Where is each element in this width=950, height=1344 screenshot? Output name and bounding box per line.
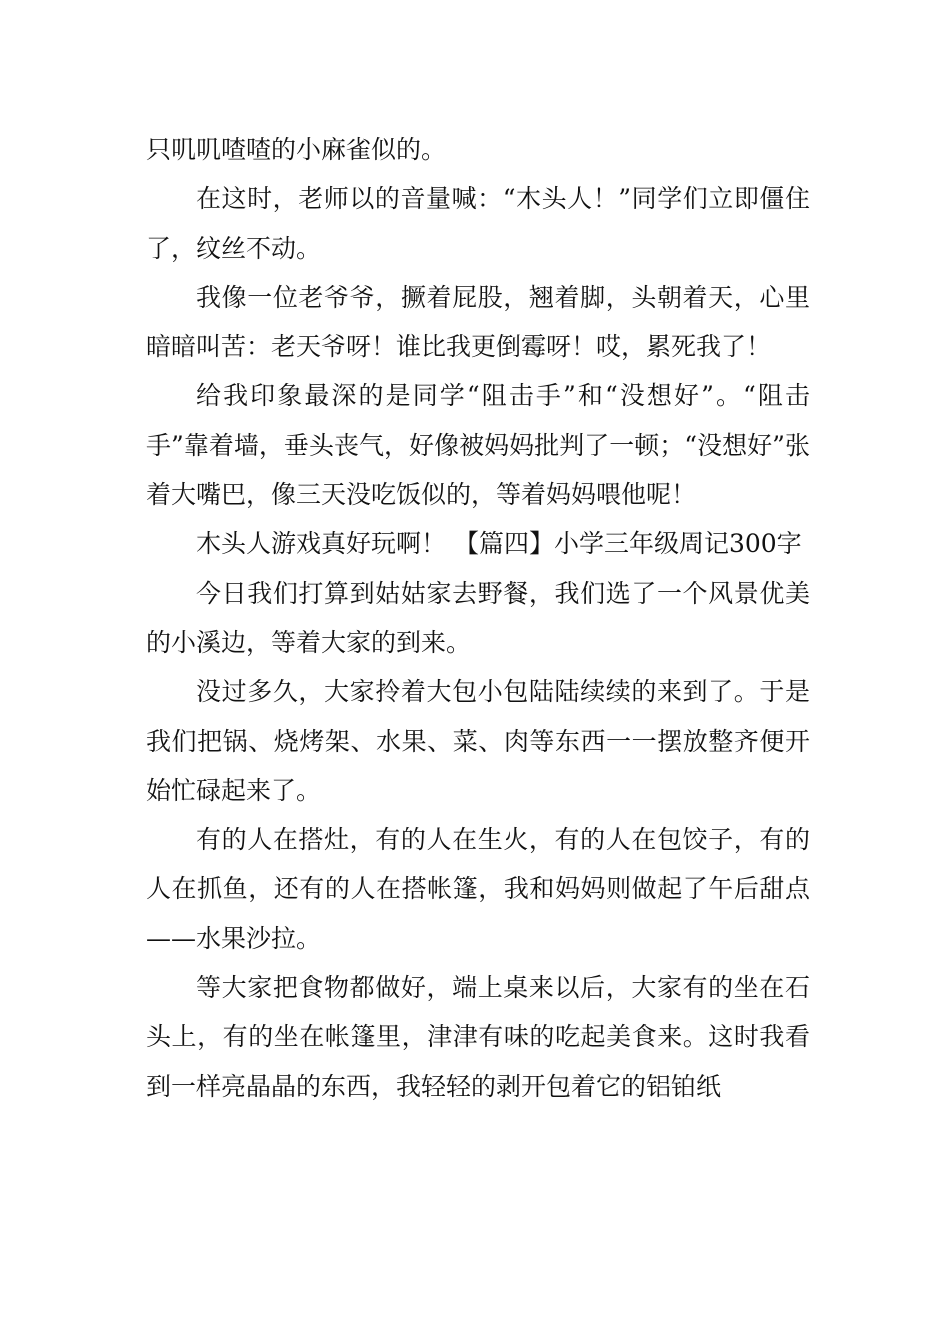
paragraph-4: 给我印象最深的是同学“阻击手”和“没想好”。“阻击手”靠着墙，垂头丧气，好像被妈妈批判了一顿；“没想好”张着大嘴巴，像三天没吃饭似的，等着妈妈喂他呢！ xyxy=(146,381,810,510)
paragraph-1: 只叽叽喳喳的小麻雀似的。 xyxy=(146,135,447,164)
paragraph-2: 在这时，老师以的音量喊：“木头人！”同学们立即僵住了，纹丝不动。 xyxy=(146,184,810,263)
paragraph-8: 有的人在搭灶，有的人在生火，有的人在包饺子，有的人在抓鱼，还有的人在搭帐篷，我和妈妈则做起了午后甜点——水果沙拉。 xyxy=(146,825,810,953)
paragraph-9: 等大家把食物都做好，端上桌来以后，大家有的坐在石头上，有的坐在帐篷里，津津有味的吃起美食来。这时我看到一样亮晶晶的东西，我轻轻的剥开包着它的铝铂纸 xyxy=(146,973,810,1101)
paragraph-3: 我像一位老爷爷，撅着屁股，翘着脚，头朝着天，心里暗暗叫苦：老天爷呀！谁比我更倒霉呀！哎，累死我了！ xyxy=(146,282,810,362)
document-page xyxy=(146,125,810,1111)
paragraph-6: 今日我们打算到姑姑家去野餐，我们选了一个风景优美的小溪边，等着大家的到来。 xyxy=(146,578,810,657)
paragraph-5: 木头人游戏真好玩啊！ 【篇四】小学三年级周记300字 xyxy=(196,529,802,559)
paragraph-7: 没过多久，大家拎着大包小包陆陆续续的来到了。于是我们把锅、烧烤架、水果、菜、肉等东西一一摆放整齐便开始忙碌起来了。 xyxy=(146,677,810,805)
